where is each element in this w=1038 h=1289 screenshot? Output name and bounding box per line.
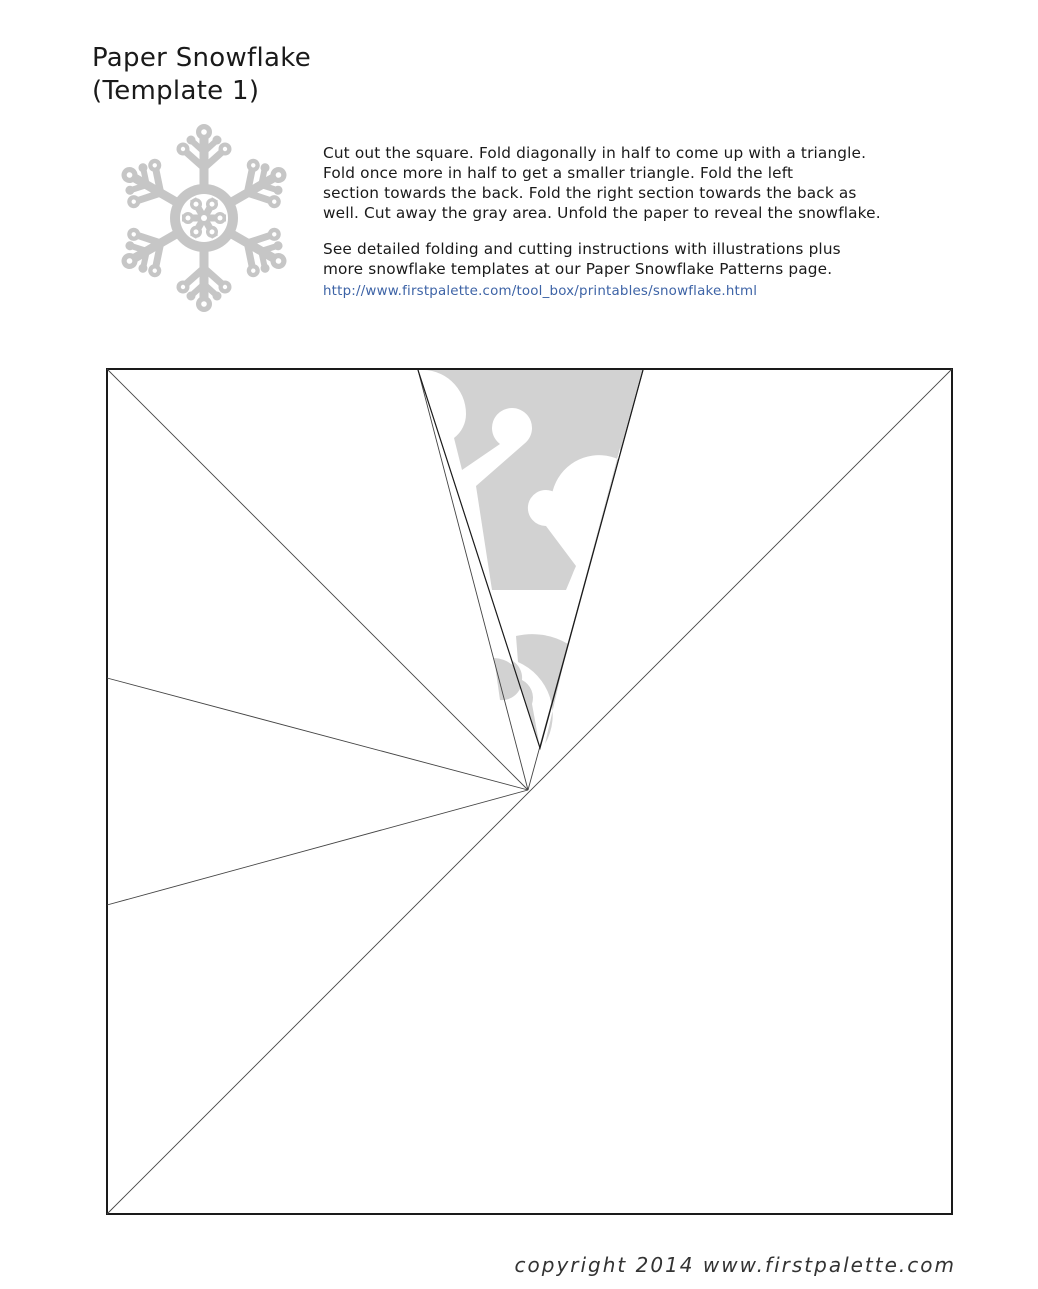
cut-area bbox=[418, 370, 643, 748]
title-line-2: (Template 1) bbox=[92, 76, 260, 106]
instructions-paragraph-2: See detailed folding and cutting instructions with illustrations plus more snowflake templates at our Paper Snowflake Patterns page. bbox=[323, 240, 841, 278]
instructions-paragraph-1: Cut out the square. Fold diagonally in half to come up with a triangle. Fold once more in half to get a smaller triangle. Fold the left section towards the back. Fold the right section towards the back as well. Cut away the gray area. Unfold the paper to reveal the snowflake. bbox=[323, 144, 881, 222]
copyright-text: copyright 2014 www.firstpalette.com bbox=[514, 1253, 956, 1277]
title-line-1: Paper Snowflake bbox=[92, 43, 311, 73]
snowflake-patterns-link[interactable]: http://www.firstpalette.com/tool_box/printables/snowflake.html bbox=[323, 284, 758, 299]
